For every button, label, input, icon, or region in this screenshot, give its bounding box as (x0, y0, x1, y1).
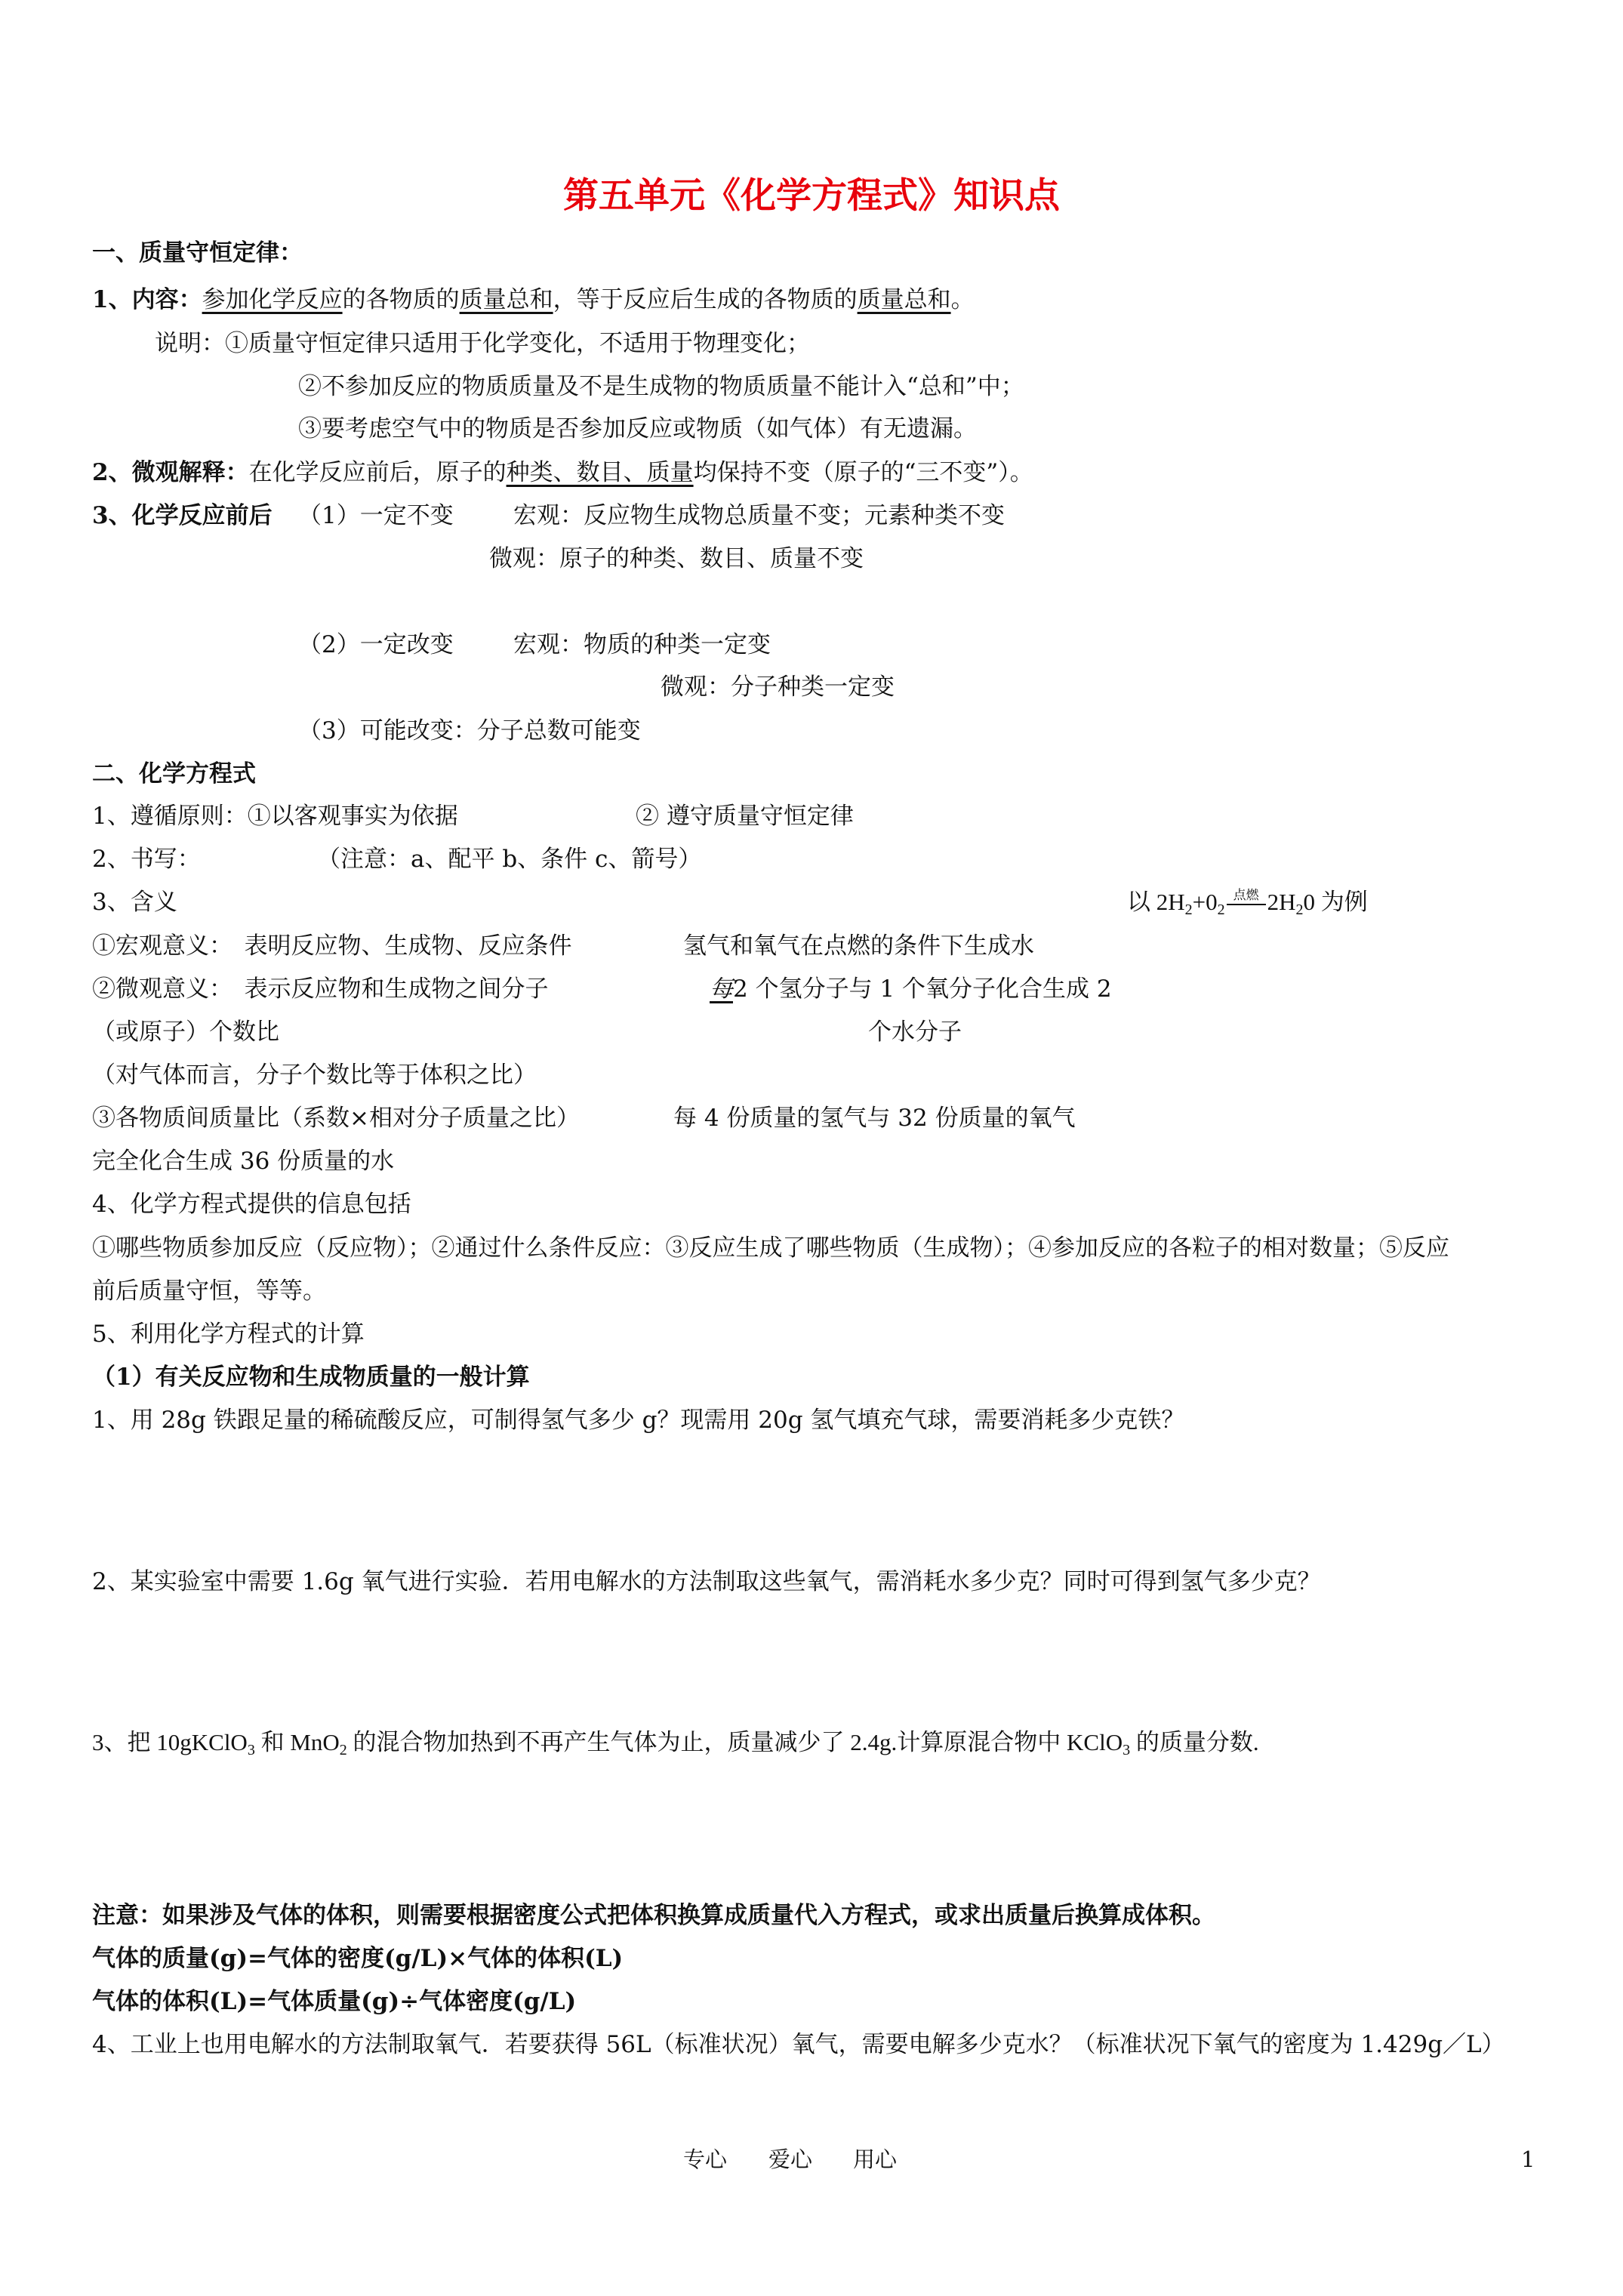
underlined-term: 质量总和 (459, 286, 553, 313)
label-micro: 2、微观解释： (92, 459, 249, 486)
formula-mass: 气体的质量(g)=气体的密度(g/L)×气体的体积(L) (92, 1945, 624, 1972)
text: 在化学反应前后，原子的 (248, 459, 507, 486)
underlined-term: 参加化学反应 (202, 286, 343, 313)
equals-bar (1227, 904, 1266, 905)
law-content-line (92, 285, 975, 315)
footer-word: 用心 (853, 2147, 898, 2172)
changed-label: （2）一定改变 (298, 631, 454, 658)
example-equation (1127, 887, 1368, 917)
q3-text: 的混合物加热到不再产生气体为止，质量减少了 2.4g.计算原混合物中 KClO (346, 1729, 1123, 1755)
changed-micro: 微观：分子种类一定变 (661, 673, 895, 701)
q3-text: 的质量分数. (1130, 1729, 1259, 1755)
question-2: 2、某实验室中需要 1.6g 氧气进行实验．若用电解水的方法制取这些氧气，需消耗水多少克？同时可得到氢气多少克？ (92, 1568, 1321, 1595)
footer-word: 专心 (683, 2147, 728, 2172)
underlined-term: 种类、数目、质量 (506, 459, 694, 486)
text: 2 个氢分子与 1 个氧分子化合生成 2 (733, 975, 1112, 1003)
condition-text: 点燃 (1233, 887, 1259, 902)
gas-ratio-note: （对气体而言，分子个数比等于体积之比） (92, 1062, 537, 1089)
unchanged-macro: 宏观：反应物生成物总质量不变；元素种类不变 (513, 502, 1005, 529)
eq-text: 以 2H (1127, 889, 1185, 915)
volume-note: 注意：如果涉及气体的体积，则需要根据密度公式把体积换算成质量代入方程式，或求出质量后换算成体积。 (92, 1902, 1215, 1929)
q3-subscript: 3 (1123, 1742, 1131, 1758)
calc-heading: 5、利用化学方程式的计算 (92, 1321, 365, 1348)
micro-meaning: ②微观意义： 表示反应物和生成物之间分子 (92, 975, 549, 1003)
section2-heading: 二、化学方程式 (92, 760, 256, 787)
macro-meaning-example: 氢气和氧气在点燃的条件下生成水 (683, 932, 1034, 960)
meaning-label: 3、含义 (92, 889, 177, 916)
q3-subscript: 2 (339, 1742, 347, 1758)
info-line-2: 前后质量守恒，等等。 (92, 1277, 326, 1305)
micro-explanation-line (92, 458, 1033, 488)
mass-ratio: ③各物质间质量比（系数×相对分子质量之比） (92, 1105, 580, 1132)
eq-subscript: 2 (1295, 901, 1304, 918)
info-heading: 4、化学方程式提供的信息包括 (92, 1191, 411, 1218)
text: ，等于反应后生成的各物质的 (553, 286, 858, 313)
micro-meaning-example-cont: 个水分子 (868, 1019, 962, 1046)
eq-text: +0 (1192, 889, 1218, 915)
macro-meaning: ①宏观意义： 表明反应物、生成物、反应条件 (92, 932, 572, 960)
writing-label: 2、书写： (92, 846, 201, 873)
q3-subscript: 3 (247, 1742, 255, 1758)
label-content: 1、内容： (92, 286, 202, 313)
changed-macro: 宏观：物质的种类一定变 (513, 631, 771, 658)
eq-subscript: 2 (1217, 901, 1225, 918)
principle-line: 1、遵循原则：①以客观事实为依据 (92, 803, 458, 830)
before-after-heading: 3、化学反应前后 (92, 502, 273, 529)
unchanged-label: （1）一定不变 (298, 502, 454, 529)
question-4: 4、工业上也用电解水的方法制取氧气．若要获得 56L（标准状况）氧气，需要电解多少克水？（标准状况下氧气的密度为 1.429g／L） (92, 2031, 1505, 2058)
text: 的各物质的 (342, 286, 460, 313)
eq-subscript: 2 (1184, 901, 1193, 918)
eq-text: 2H (1267, 889, 1296, 915)
micro-meaning-cont: （或原子）个数比 (92, 1019, 279, 1046)
info-line-1: ①哪些物质参加反应（反应物）；②通过什么条件反应：③反应生成了哪些物质（生成物）；④参加反应的各粒子的相对数量；⑤反应 (92, 1234, 1449, 1262)
reaction-condition (1225, 887, 1267, 916)
principle-2: ② 遵守质量守恒定律 (636, 803, 854, 830)
page-title: 第五单元《化学方程式》知识点 (563, 175, 1060, 217)
text: 均保持不变（原子的“三不变”）。 (693, 459, 1033, 486)
note-1: 说明：①质量守恒定律只适用于化学变化，不适用于物理变化； (155, 330, 810, 357)
q3-text: 3、把 10gKClO (92, 1729, 248, 1755)
question-1: 1、用 28g 铁跟足量的稀硫酸反应，可制得氢气多少 g？现需用 20g 氢气填充气球，需要消耗多少克铁？ (92, 1407, 1185, 1434)
note-3: ③要考虑空气中的物质是否参加反应或物质（如气体）有无遗漏。 (298, 415, 977, 442)
underlined-term: 每 (710, 975, 733, 1003)
q3-text: 和 MnO (254, 1729, 340, 1755)
micro-meaning-example (710, 974, 1112, 1004)
maybe-changed: （3）可能改变：分子总数可能变 (298, 717, 641, 744)
formula-volume: 气体的体积(L)=气体质量(g)÷气体密度(g/L) (92, 1988, 577, 2015)
note-2: ②不参加反应的物质质量及不是生成物的物质质量不能计入“总和”中； (298, 373, 1024, 400)
mass-ratio-example: 每 4 份质量的氢气与 32 份质量的氧气 (673, 1105, 1076, 1132)
writing-note: （注意：a、配平 b、条件 c、箭号） (317, 846, 702, 873)
text: 。 (950, 286, 975, 313)
eq-text: 0 为例 (1303, 889, 1368, 915)
unchanged-micro: 微观：原子的种类、数目、质量不变 (489, 545, 864, 572)
question-3 (92, 1727, 1259, 1758)
page-number: 1 (1521, 2147, 1535, 2172)
mass-ratio-example-cont: 完全化合生成 36 份质量的水 (92, 1148, 395, 1175)
section1-heading: 一、质量守恒定律： (92, 239, 303, 267)
calc-subheading: （1）有关反应物和生成物质量的一般计算 (92, 1364, 530, 1391)
footer-word: 爱心 (768, 2147, 813, 2172)
underlined-term: 质量总和 (857, 286, 951, 313)
